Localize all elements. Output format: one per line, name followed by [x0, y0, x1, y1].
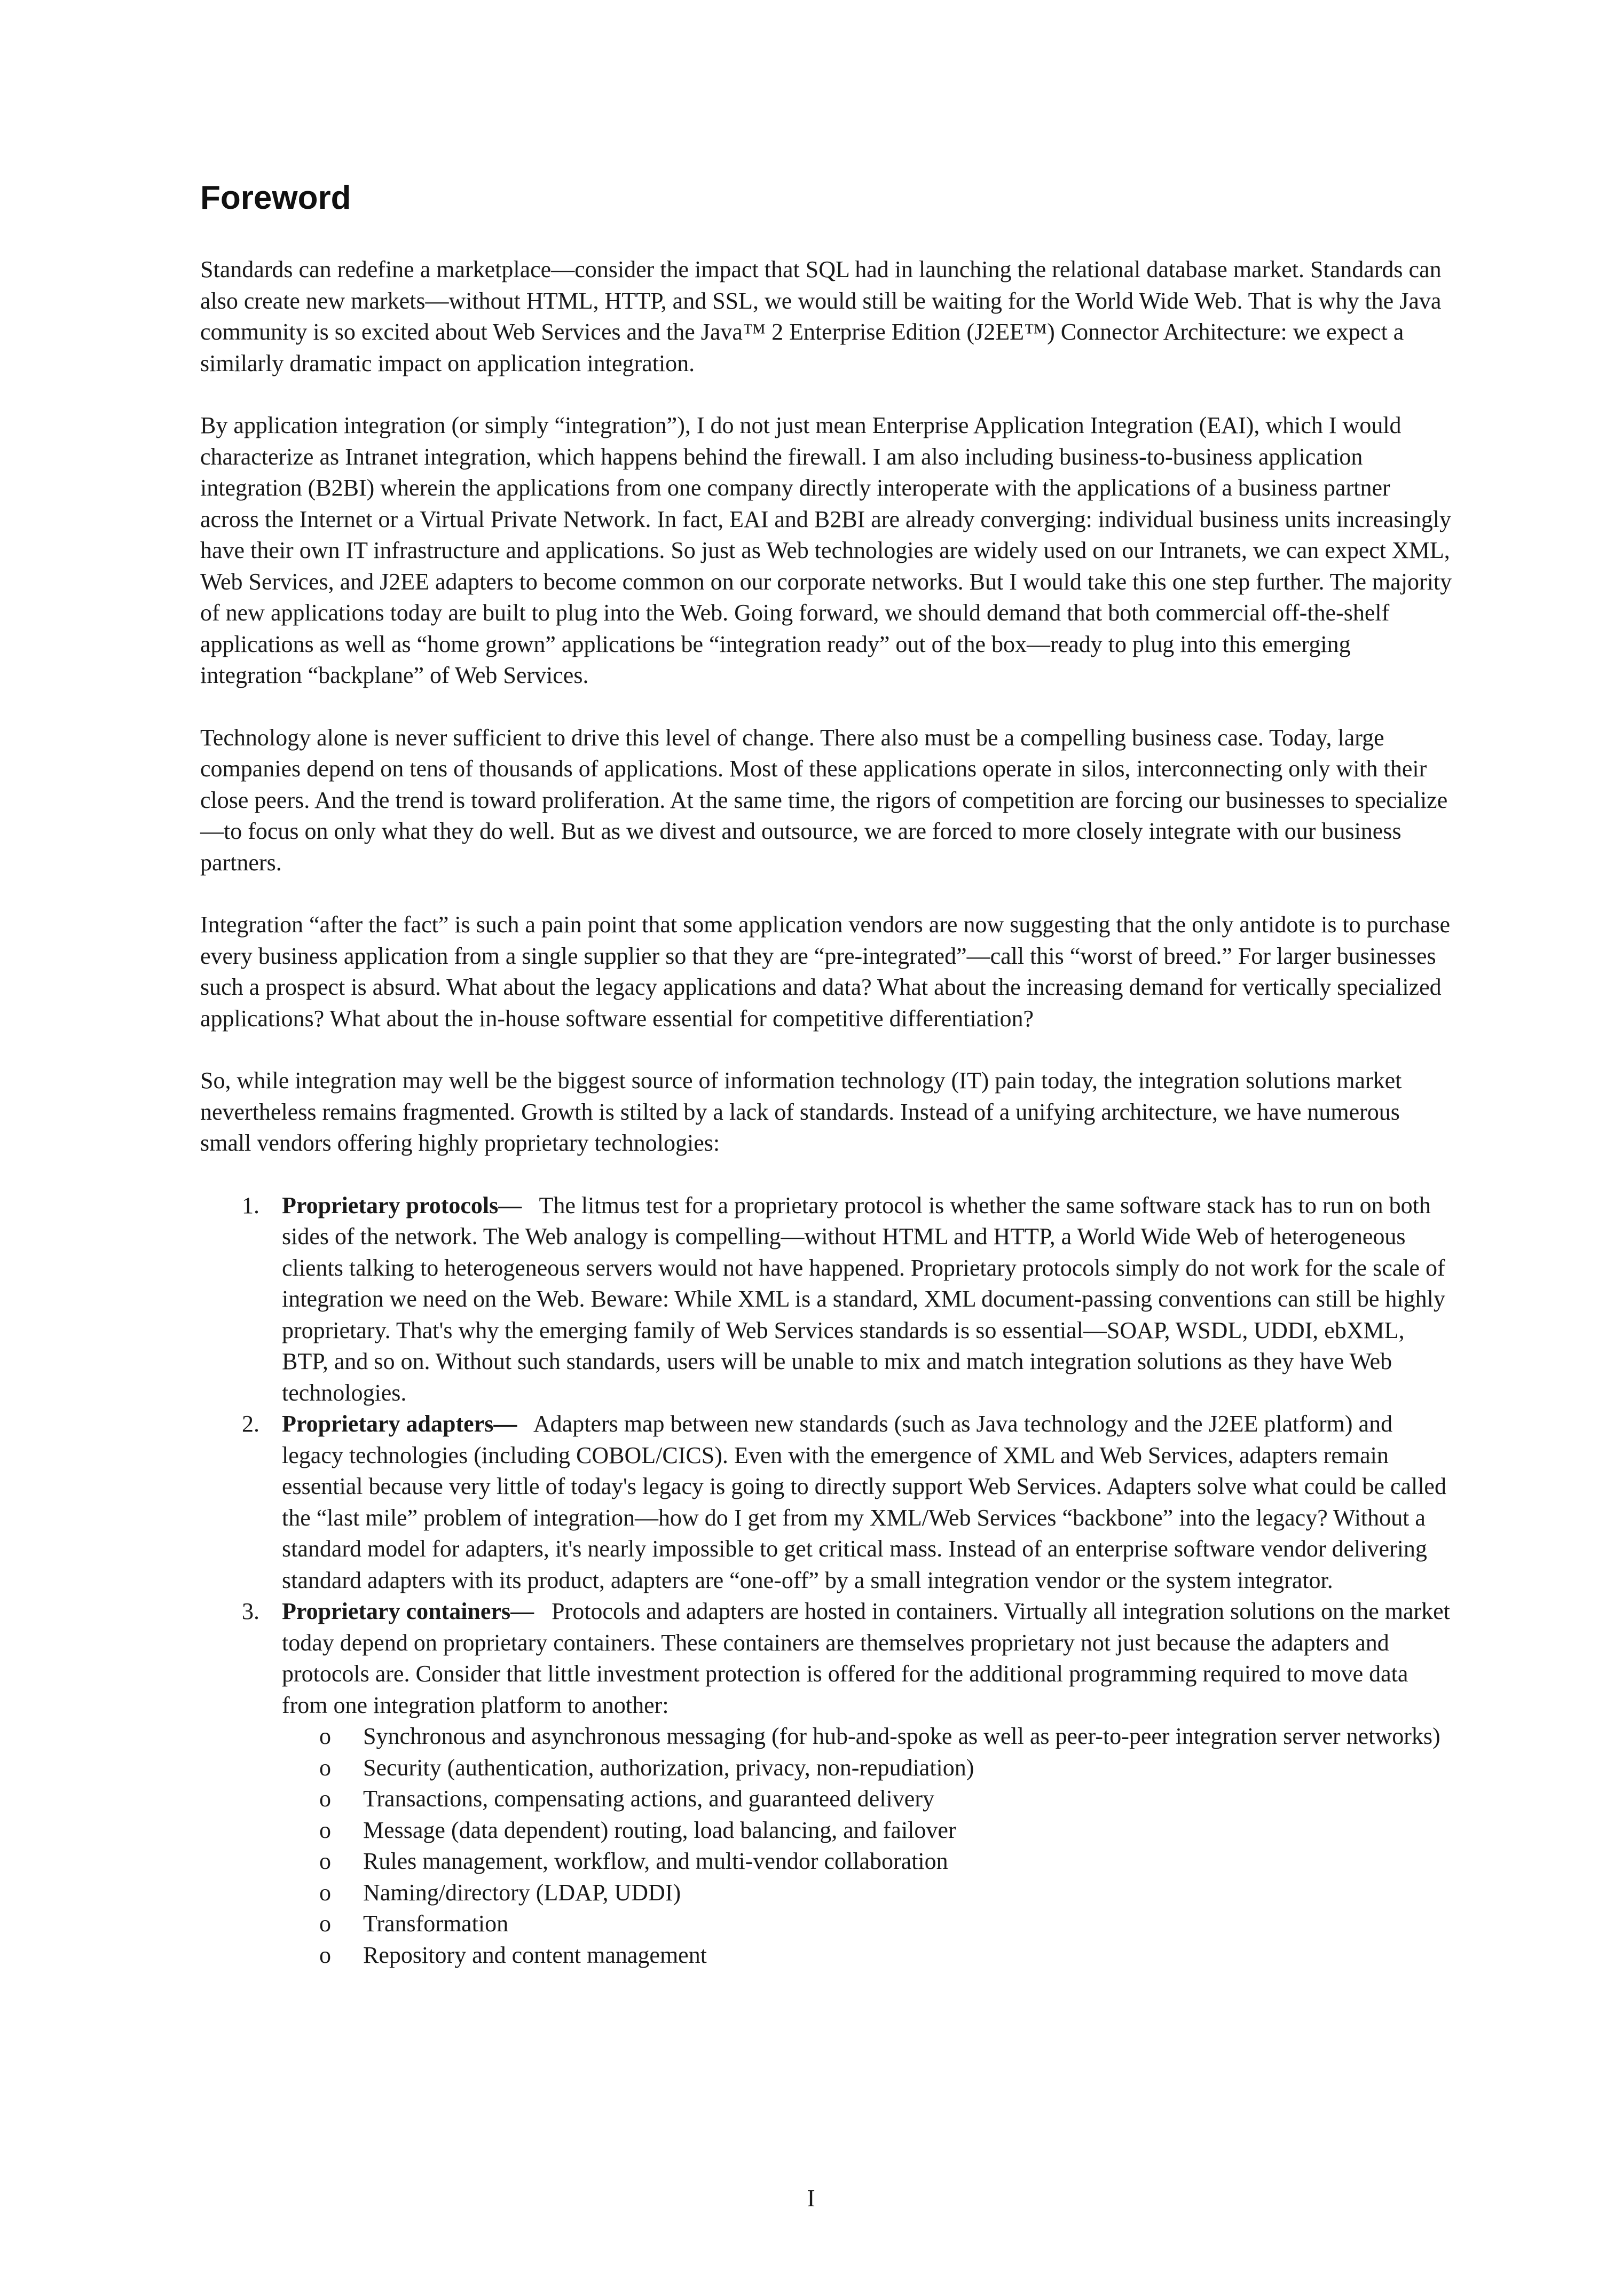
list-item-containers: [200, 1596, 1452, 1971]
sub-list-text: Rules management, workflow, and multi-vendor collaboration: [363, 1848, 948, 1875]
sub-list-item: [282, 1752, 1452, 1784]
sub-list-item: [282, 1846, 1452, 1877]
sub-list-text: Transformation: [363, 1910, 509, 1937]
sub-list-item: [282, 1877, 1452, 1909]
sub-list-text: Security (authentication, authorization, privacy, non-repudiation): [363, 1754, 974, 1781]
paragraph-application-integration: By application integration (or simply “integration”), I do not just mean Enterprise Application Integration (EAI), which I would characterize as Intranet integration, which happens behind the firewall. I am also including business-to-business application integration (B2BI) wherein the applications from one company directly interoperate with the applications of a business partner across the Internet or a Virtual Private Network. In fact, EAI and B2BI are already converging: individual business units increasingly have their own IT infrastructure and applications. So just as Web technologies are widely used on our Intranets, we can expect XML, Web Services, and J2EE adapters to become common on our corporate networks. But I would take this one step further. The majority of new applications today are built to plug into the Web. Going forward, we should demand that both commercial off-the-shelf applications as well as “home grown” applications be “integration ready” out of the box—ready to plug into this emerging integration “backplane” of Web Services.: [200, 412, 1452, 689]
page-number: I: [807, 2184, 815, 2212]
sub-list-text: Transactions, compensating actions, and guaranteed delivery: [363, 1786, 934, 1812]
sub-list-item: [282, 1908, 1452, 1940]
page-content: [200, 179, 1452, 1971]
bullet-marker: o: [319, 1848, 331, 1875]
sub-list-text: Message (data dependent) routing, load balancing, and failover: [363, 1817, 956, 1843]
bullet-marker: o: [319, 1754, 331, 1781]
list-text: Protocols and adapters are hosted in containers. Virtually all integration solutions on the market today depend on proprietary containers. These containers are themselves proprietary not just because the adapters and protocols are. Consider that little investment protection is offered for the additional programming required to move data from one integration platform to another:: [282, 1598, 1450, 1718]
paragraph-standards: Standards can redefine a marketplace—consider the impact that SQL had in launching the relational database market. Standards can also create new markets—without HTML, HTTP, and SSL, we would still be waiting for the World Wide Web. That is why the Java community is so excited about Web Services and the Java™ 2 Enterprise Edition (J2EE™) Connector Architecture: we expect a similarly dramatic impact on application integration.: [200, 256, 1442, 376]
sub-list-item: [282, 1940, 1452, 1971]
list-term: Proprietary containers—: [282, 1598, 534, 1625]
bullet-marker: o: [319, 1941, 331, 1968]
list-item-adapters: [200, 1409, 1452, 1596]
bullet-marker: o: [319, 1910, 331, 1937]
list-term: Proprietary protocols—: [282, 1192, 522, 1218]
sub-list-text: Synchronous and asynchronous messaging (for hub-and-spoke as well as peer-to-peer integration server networks): [363, 1723, 1440, 1750]
list-text: Adapters map between new standards (such as Java technology and the J2EE platform) and legacy technologies (including COBOL/CICS). Even with the emergence of XML and Web Services, adapters remain essential because very little of today's legacy is going to directly support Web Services. Adapters solve what could be called the “last mile” problem of integration—how do I get from my XML/Web Services “backbone” into the legacy? Without a standard model for adapters, it's nearly impossible to get critical mass. Instead of an enterprise software vendor delivering standard adapters with its product, adapters are “one-off” by a small integration vendor or the system integrator.: [282, 1411, 1446, 1593]
list-text: The litmus test for a proprietary protocol is whether the same software stack has to run on both sides of the network. The Web analogy is compelling—without HTML and HTTP, a World Wide Web of heterogeneous clients talking to heterogeneous servers would not have happened. Proprietary protocols simply do not work for the scale of integration we need on the Web. Beware: While XML is a standard, XML document-passing conventions can still be highly proprietary. That's why the emerging family of Web Services standards is so essential—SOAP, WSDL, UDDI, ebXML, BTP, and so on. Without such standards, users will be unable to mix and match integration solutions as they have Web technologies.: [282, 1192, 1445, 1406]
bullet-marker: o: [319, 1723, 331, 1750]
sub-list-text: Naming/directory (LDAP, UDDI): [363, 1879, 681, 1906]
paragraph-technology-alone: Technology alone is never sufficient to drive this level of change. There also must be a compelling business case. Today, large companies depend on tens of thousands of applications. Most of these applications operate in silos, interconnecting only with their close peers. And the trend is toward proliferation. At the same time, the rigors of competition are forcing our businesses to specialize—to focus on only what they do well. But as we divest and outsource, we are forced to more closely integrate with our business partners.: [200, 724, 1448, 876]
paragraph-after-the-fact: Integration “after the fact” is such a pain point that some application vendors are now suggesting that the only antidote is to purchase every business application from a single supplier so that they are “pre-integrated”—call this “worst of breed.” For larger businesses such a prospect is absurd. What about the legacy applications and data? What about the increasing demand for vertically specialized applications? What about the in-house software essential for competitive differentiation?: [200, 911, 1451, 1032]
sub-list-text: Repository and content management: [363, 1941, 707, 1968]
bullet-marker: o: [319, 1879, 331, 1906]
bullet-marker: o: [319, 1786, 331, 1812]
list-number: 3.: [242, 1598, 259, 1625]
sub-list-item: [282, 1783, 1452, 1815]
list-number: 2.: [242, 1411, 259, 1437]
container-services-list: [282, 1721, 1452, 1971]
list-term: Proprietary adapters—: [282, 1411, 517, 1437]
list-item-protocols: [200, 1190, 1452, 1409]
bullet-marker: o: [319, 1817, 331, 1843]
page-title: Foreword: [200, 179, 351, 216]
list-number: 1.: [242, 1192, 259, 1218]
sub-list-item: [282, 1721, 1452, 1752]
sub-list-item: [282, 1815, 1452, 1846]
paragraph-fragmented-market: So, while integration may well be the biggest source of information technology (IT) pain today, the integration solutions market nevertheless remains fragmented. Growth is stilted by a lack of standards. Instead of a unifying architecture, we have numerous small vendors offering highly proprietary technologies:: [200, 1067, 1402, 1157]
proprietary-technologies-list: [200, 1190, 1452, 1971]
